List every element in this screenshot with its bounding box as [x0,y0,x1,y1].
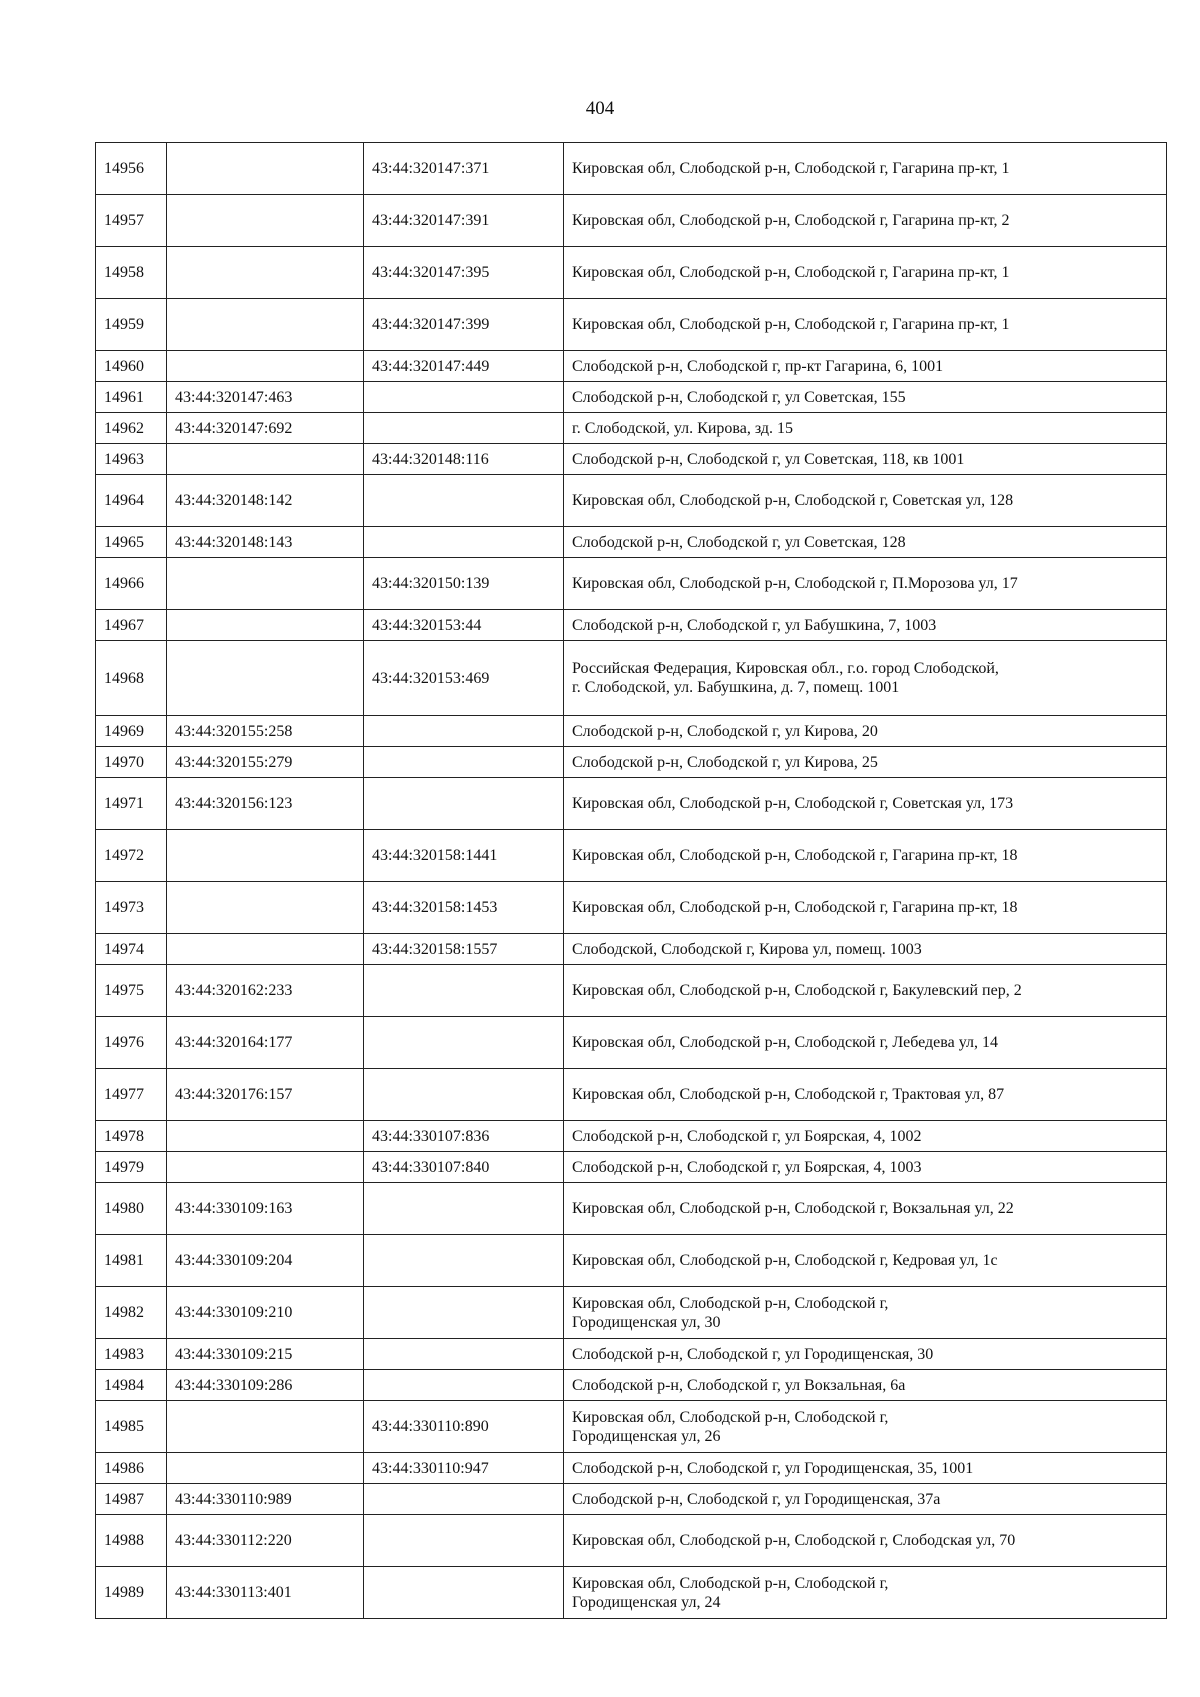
cadastral-number-cell: 43:44:320155:258 [167,716,364,747]
cadastral-number-secondary-cell [364,527,564,558]
address-cell [564,1017,1167,1069]
address-line: Российская Федерация, Кировская обл., г.о. город Слободской, [572,660,999,677]
cadastral-number-secondary-cell: 43:44:320153:469 [364,641,564,716]
address-line: Городищенская ул, 26 [572,1427,721,1445]
table-row [96,1370,1167,1401]
cadastral-number-secondary-cell: 43:44:330107:836 [364,1121,564,1152]
cadastral-number-secondary-cell [364,1484,564,1515]
address-line: Кировская обл, Слободской р-н, Слободской г, Гагарина пр-кт, 18 [572,899,1018,916]
table-row [96,351,1167,382]
address-cell [564,747,1167,778]
row-number-cell: 14988 [96,1515,167,1567]
cadastral-number-secondary-cell [364,413,564,444]
address-cell [564,641,1167,716]
row-number-cell: 14976 [96,1017,167,1069]
cadastral-number-secondary-cell [364,778,564,830]
cadastral-number-cell [167,934,364,965]
address-cell [564,1401,1167,1453]
cadastral-number-cell [167,882,364,934]
cadastral-number-cell [167,558,364,610]
cadastral-number-secondary-cell: 43:44:320153:44 [364,610,564,641]
cadastral-number-secondary-cell: 43:44:320147:371 [364,143,564,195]
table-row [96,610,1167,641]
page-number: 404 [585,98,615,119]
cadastral-number-cell [167,1121,364,1152]
cadastral-number-secondary-cell [364,747,564,778]
address-line: Кировская обл, Слободской р-н, Слободской г, Гагарина пр-кт, 18 [572,847,1018,864]
cadastral-number-cell: 43:44:320164:177 [167,1017,364,1069]
row-number-cell: 14989 [96,1567,167,1619]
address-cell [564,527,1167,558]
address-line: Кировская обл, Слободской р-н, Слободской г, Гагарина пр-кт, 1 [572,160,1010,177]
cadastral-number-secondary-cell [364,1515,564,1567]
cadastral-number-secondary-cell: 43:44:320158:1441 [364,830,564,882]
cadastral-number-cell [167,299,364,351]
cadastral-number-cell: 43:44:330109:210 [167,1287,364,1339]
table-row [96,195,1167,247]
table-row [96,247,1167,299]
table-row [96,1401,1167,1453]
address-cell [564,1567,1167,1619]
cadastral-number-cell [167,444,364,475]
address-cell [564,247,1167,299]
address-line: Кировская обл, Слободской р-н, Слободской г, [572,1294,889,1312]
row-number-cell: 14978 [96,1121,167,1152]
row-number-cell: 14970 [96,747,167,778]
address-line: Кировская обл, Слободской р-н, Слободской г, Трактовая ул, 87 [572,1086,1005,1103]
row-number-cell: 14973 [96,882,167,934]
cadastral-number-cell: 43:44:320148:142 [167,475,364,527]
cadastral-number-cell: 43:44:320176:157 [167,1069,364,1121]
table-row [96,1515,1167,1567]
table-row [96,747,1167,778]
cadastral-number-cell: 43:44:320147:692 [167,413,364,444]
address-cell [564,830,1167,882]
cadastral-number-secondary-cell [364,1235,564,1287]
table-row [96,299,1167,351]
table-row [96,1017,1167,1069]
cadastral-number-cell: 43:44:320147:463 [167,382,364,413]
address-line: Кировская обл, Слободской р-н, Слободской г, [572,1408,889,1426]
cadastral-number-secondary-cell: 43:44:320158:1557 [364,934,564,965]
address-line: Слободской р-н, Слободской г, ул Вокзальная, 6а [572,1376,906,1394]
address-cell [564,1484,1167,1515]
table-row [96,444,1167,475]
table-row [96,934,1167,965]
address-cell [564,934,1167,965]
registry-table [95,142,1167,1619]
cadastral-number-secondary-cell: 43:44:320148:116 [364,444,564,475]
address-line: Городищенская ул, 30 [572,1313,721,1331]
table-row [96,716,1167,747]
address-cell [564,1515,1167,1567]
row-number-cell: 14983 [96,1339,167,1370]
row-number-cell: 14975 [96,965,167,1017]
address-line: Кировская обл, Слободской р-н, Слободской г, Гагарина пр-кт, 1 [572,264,1010,281]
address-cell [564,413,1167,444]
cadastral-number-secondary-cell [364,965,564,1017]
row-number-cell: 14980 [96,1183,167,1235]
cadastral-number-cell: 43:44:330113:401 [167,1567,364,1619]
cadastral-number-secondary-cell: 43:44:330107:840 [364,1152,564,1183]
row-number-cell: 14956 [96,143,167,195]
address-cell [564,558,1167,610]
table-row [96,1121,1167,1152]
address-cell [564,299,1167,351]
address-line: Кировская обл, Слободской р-н, Слободской г, Советская ул, 173 [572,795,1014,812]
row-number-cell: 14965 [96,527,167,558]
address-cell [564,1370,1167,1401]
address-line: Кировская обл, Слободской р-н, Слободской г, [572,1574,889,1592]
address-line: Слободской р-н, Слободской г, ул Городищенская, 35, 1001 [572,1459,974,1477]
address-line: Кировская обл, Слободской р-н, Слободской г, Вокзальная ул, 22 [572,1200,1014,1217]
cadastral-number-secondary-cell: 43:44:330110:947 [364,1453,564,1484]
cadastral-number-cell: 43:44:320148:143 [167,527,364,558]
row-number-cell: 14966 [96,558,167,610]
row-number-cell: 14982 [96,1287,167,1339]
row-number-cell: 14987 [96,1484,167,1515]
cadastral-number-cell: 43:44:330109:163 [167,1183,364,1235]
cadastral-number-cell: 43:44:330109:204 [167,1235,364,1287]
address-line: г. Слободской, ул. Кирова, зд. 15 [572,419,793,437]
table-row [96,1567,1167,1619]
table-row [96,641,1167,716]
row-number-cell: 14957 [96,195,167,247]
address-line: Кировская обл, Слободской р-н, Слободской г, Гагарина пр-кт, 1 [572,316,1010,333]
address-line: Кировская обл, Слободской р-н, Слободской г, Кедровая ул, 1с [572,1252,998,1269]
cadastral-number-cell: 43:44:330109:215 [167,1339,364,1370]
address-cell [564,475,1167,527]
address-line: Кировская обл, Слободской р-н, Слободской г, Лебедева ул, 14 [572,1034,998,1051]
address-cell [564,1069,1167,1121]
row-number-cell: 14974 [96,934,167,965]
address-cell [564,351,1167,382]
cadastral-number-cell: 43:44:320162:233 [167,965,364,1017]
address-cell [564,716,1167,747]
cadastral-number-cell: 43:44:320155:279 [167,747,364,778]
address-cell [564,444,1167,475]
address-line: Слободской р-н, Слободской г, пр-кт Гагарина, 6, 1001 [572,357,944,375]
address-cell [564,1235,1167,1287]
cadastral-number-secondary-cell [364,1567,564,1619]
cadastral-number-secondary-cell [364,1017,564,1069]
cadastral-number-cell: 43:44:330110:989 [167,1484,364,1515]
cadastral-number-secondary-cell [364,475,564,527]
cadastral-number-secondary-cell [364,1183,564,1235]
cadastral-number-cell: 43:44:330109:286 [167,1370,364,1401]
table-row [96,830,1167,882]
address-cell [564,610,1167,641]
row-number-cell: 14977 [96,1069,167,1121]
address-line: Слободской р-н, Слободской г, ул Советская, 128 [572,533,906,551]
row-number-cell: 14986 [96,1453,167,1484]
row-number-cell: 14962 [96,413,167,444]
row-number-cell: 14985 [96,1401,167,1453]
row-number-cell: 14959 [96,299,167,351]
cadastral-number-cell [167,247,364,299]
address-line: Кировская обл, Слободской р-н, Слободской г, Слободская ул, 70 [572,1532,1016,1549]
address-cell [564,882,1167,934]
address-line: Кировская обл, Слободской р-н, Слободской г, Бакулевский пер, 2 [572,982,1022,999]
table-row [96,1235,1167,1287]
cadastral-number-secondary-cell: 43:44:320158:1453 [364,882,564,934]
row-number-cell: 14984 [96,1370,167,1401]
table-row [96,413,1167,444]
cadastral-number-cell [167,195,364,247]
cadastral-number-secondary-cell: 43:44:320147:449 [364,351,564,382]
address-line: Слободской р-н, Слободской г, ул Кирова, 25 [572,753,878,771]
cadastral-number-secondary-cell [364,382,564,413]
cadastral-number-cell [167,610,364,641]
address-line: Слободской р-н, Слободской г, ул Кирова, 20 [572,722,878,740]
row-number-cell: 14979 [96,1152,167,1183]
address-line: Слободской р-н, Слободской г, ул Советская, 155 [572,388,906,406]
cadastral-number-cell [167,143,364,195]
row-number-cell: 14960 [96,351,167,382]
address-line: г. Слободской, ул. Бабушкина, д. 7, помещ. 1001 [572,679,900,696]
address-cell [564,778,1167,830]
address-line: Слободской р-н, Слободской г, ул Советская, 118, кв 1001 [572,450,965,468]
address-line: Кировская обл, Слободской р-н, Слободской г, П.Морозова ул, 17 [572,575,1018,592]
table-row [96,778,1167,830]
row-number-cell: 14964 [96,475,167,527]
cadastral-number-cell [167,1401,364,1453]
cadastral-number-cell [167,641,364,716]
address-line: Слободской р-н, Слободской г, ул Городищенская, 30 [572,1345,934,1363]
address-line: Городищенская ул, 24 [572,1593,721,1611]
cadastral-number-secondary-cell: 43:44:330110:890 [364,1401,564,1453]
cadastral-number-secondary-cell [364,716,564,747]
address-line: Слободской р-н, Слободской г, ул Городищенская, 37а [572,1490,941,1508]
address-cell [564,1121,1167,1152]
cadastral-number-secondary-cell [364,1069,564,1121]
table-row [96,1183,1167,1235]
table-row [96,527,1167,558]
row-number-cell: 14972 [96,830,167,882]
table-row [96,475,1167,527]
cadastral-number-secondary-cell [364,1339,564,1370]
address-line: Слободской р-н, Слободской г, ул Бабушкина, 7, 1003 [572,616,937,634]
cadastral-number-secondary-cell [364,1287,564,1339]
cadastral-number-secondary-cell: 43:44:320147:395 [364,247,564,299]
address-cell [564,143,1167,195]
cadastral-number-cell [167,351,364,382]
address-cell [564,1339,1167,1370]
address-line: Слободской р-н, Слободской г, ул Боярская, 4, 1003 [572,1158,922,1176]
address-line: Кировская обл, Слободской р-н, Слободской г, Советская ул, 128 [572,492,1014,509]
address-cell [564,1287,1167,1339]
table-row [96,965,1167,1017]
table-row [96,382,1167,413]
address-cell [564,1183,1167,1235]
row-number-cell: 14971 [96,778,167,830]
cadastral-number-cell: 43:44:320156:123 [167,778,364,830]
table-row [96,1339,1167,1370]
registry-body [96,143,1167,1619]
cadastral-number-cell [167,1453,364,1484]
table-row [96,143,1167,195]
table-row [96,1069,1167,1121]
address-cell [564,1453,1167,1484]
row-number-cell: 14963 [96,444,167,475]
row-number-cell: 14958 [96,247,167,299]
table-row [96,1287,1167,1339]
cadastral-number-secondary-cell: 43:44:320147:391 [364,195,564,247]
cadastral-number-secondary-cell [364,1370,564,1401]
table-row [96,1152,1167,1183]
row-number-cell: 14968 [96,641,167,716]
address-line: Кировская обл, Слободской р-н, Слободской г, Гагарина пр-кт, 2 [572,212,1010,229]
cadastral-number-cell: 43:44:330112:220 [167,1515,364,1567]
cadastral-number-cell [167,830,364,882]
table-row [96,1453,1167,1484]
table-row [96,558,1167,610]
address-line: Слободской, Слободской г, Кирова ул, помещ. 1003 [572,940,922,958]
address-line: Слободской р-н, Слободской г, ул Боярская, 4, 1002 [572,1127,922,1145]
row-number-cell: 14961 [96,382,167,413]
table-row [96,1484,1167,1515]
row-number-cell: 14969 [96,716,167,747]
address-cell [564,1152,1167,1183]
row-number-cell: 14967 [96,610,167,641]
cadastral-number-cell [167,1152,364,1183]
cadastral-number-secondary-cell: 43:44:320150:139 [364,558,564,610]
address-cell [564,965,1167,1017]
table-row [96,882,1167,934]
address-cell [564,382,1167,413]
cadastral-number-secondary-cell: 43:44:320147:399 [364,299,564,351]
row-number-cell: 14981 [96,1235,167,1287]
address-cell [564,195,1167,247]
